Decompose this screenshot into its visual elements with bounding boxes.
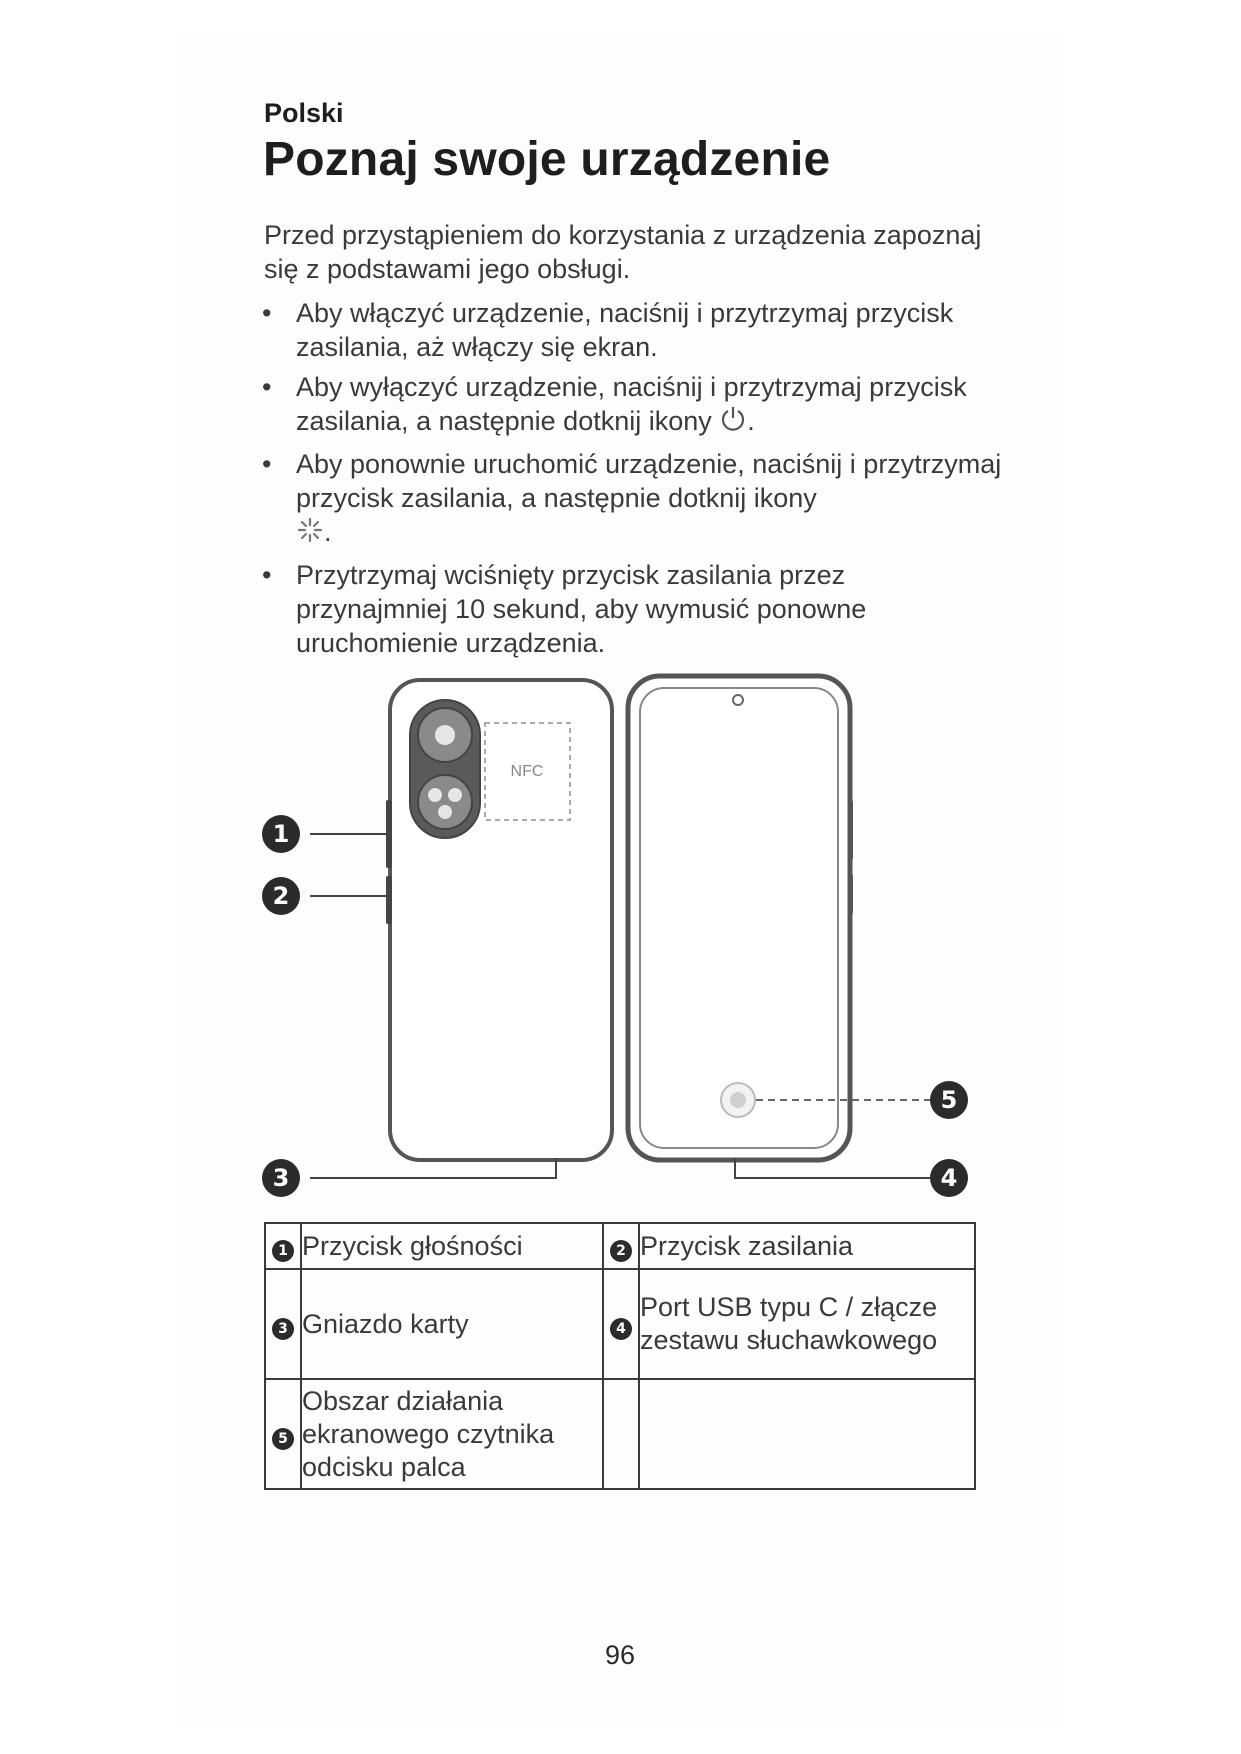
legend-text-cell: Gniazdo karty: [301, 1269, 603, 1379]
legend-number-cell: [603, 1269, 639, 1379]
legend-badge: 5: [272, 1428, 294, 1450]
legend-number-cell: [603, 1223, 639, 1269]
power-button-shape: [386, 876, 392, 924]
main-camera-center: [435, 725, 455, 745]
language-label: Polski: [264, 98, 344, 128]
legend-text-cell: Obszar działania ekranowego czytnika odcisku palca: [301, 1379, 603, 1489]
small-lens: [438, 805, 452, 819]
small-lens: [428, 788, 442, 802]
callout-5: 5: [930, 1081, 968, 1119]
phone-screen: [640, 688, 838, 1148]
period: .: [324, 516, 332, 547]
intro-paragraph: Przed przystąpieniem do korzystania z urządzenia zapoznaj się z podstawami jego obsługi.: [264, 220, 982, 284]
period: .: [747, 406, 755, 436]
nfc-label: NFC: [510, 763, 544, 780]
table-row: [265, 1379, 975, 1489]
bullet-dot: •: [262, 298, 272, 328]
callout-1: 1: [262, 815, 300, 853]
legend-badge: 2: [610, 1240, 632, 1262]
page-title: Poznaj swoje urządzenie: [263, 133, 831, 186]
table-row: [265, 1223, 975, 1269]
legend-number-cell: [603, 1379, 639, 1489]
legend-text-cell: Przycisk głośności: [301, 1223, 603, 1269]
callout-4: 4: [930, 1159, 968, 1197]
front-camera: [733, 695, 743, 705]
front-side-button: [848, 874, 853, 914]
bullet-dot: •: [262, 372, 272, 402]
small-lens: [448, 788, 462, 802]
callout-3: 3: [262, 1159, 300, 1197]
legend-badge: 1: [272, 1240, 294, 1262]
bullet-text-restart: Aby ponownie uruchomić urządzenie, naciśnij i przytrzymaj przycisk zasilania, a następnie dotknij ikony: [296, 448, 1002, 513]
page-number: 96: [604, 1640, 636, 1670]
legend-table: [264, 1222, 976, 1490]
bullet-dot: •: [262, 448, 272, 479]
bullet-text-force-restart: Przytrzymaj wciśnięty przycisk zasilania przez przynajmniej 10 sekund, aby wymusić ponowne uruchomienie urządzenia.: [296, 559, 867, 658]
table-row: [265, 1269, 975, 1379]
legend-number-cell: [265, 1379, 301, 1489]
legend-badge: 4: [610, 1318, 632, 1340]
legend-badge: 3: [272, 1318, 294, 1340]
bullet-dot: •: [262, 559, 272, 590]
legend-text-cell: Przycisk zasilania: [639, 1223, 975, 1269]
secondary-camera-cluster: [418, 775, 472, 829]
legend-text-cell: [639, 1379, 975, 1489]
legend-text-cell: Port USB typu C / złącze zestawu słuchawkowego: [639, 1269, 975, 1379]
callout-2: 2: [262, 877, 300, 915]
bullet-text-power-off: Aby wyłączyć urządzenie, naciśnij i przytrzymaj przycisk zasilania, a następnie dotknij ikony: [296, 372, 967, 436]
fingerprint-center: [730, 1092, 746, 1108]
front-side-button: [848, 800, 853, 860]
bullet-text-power-on: Aby włączyć urządzenie, naciśnij i przytrzymaj przycisk zasilania, aż włączy się ekran.: [296, 298, 954, 362]
legend-number-cell: [265, 1269, 301, 1379]
legend-number-cell: [265, 1223, 301, 1269]
